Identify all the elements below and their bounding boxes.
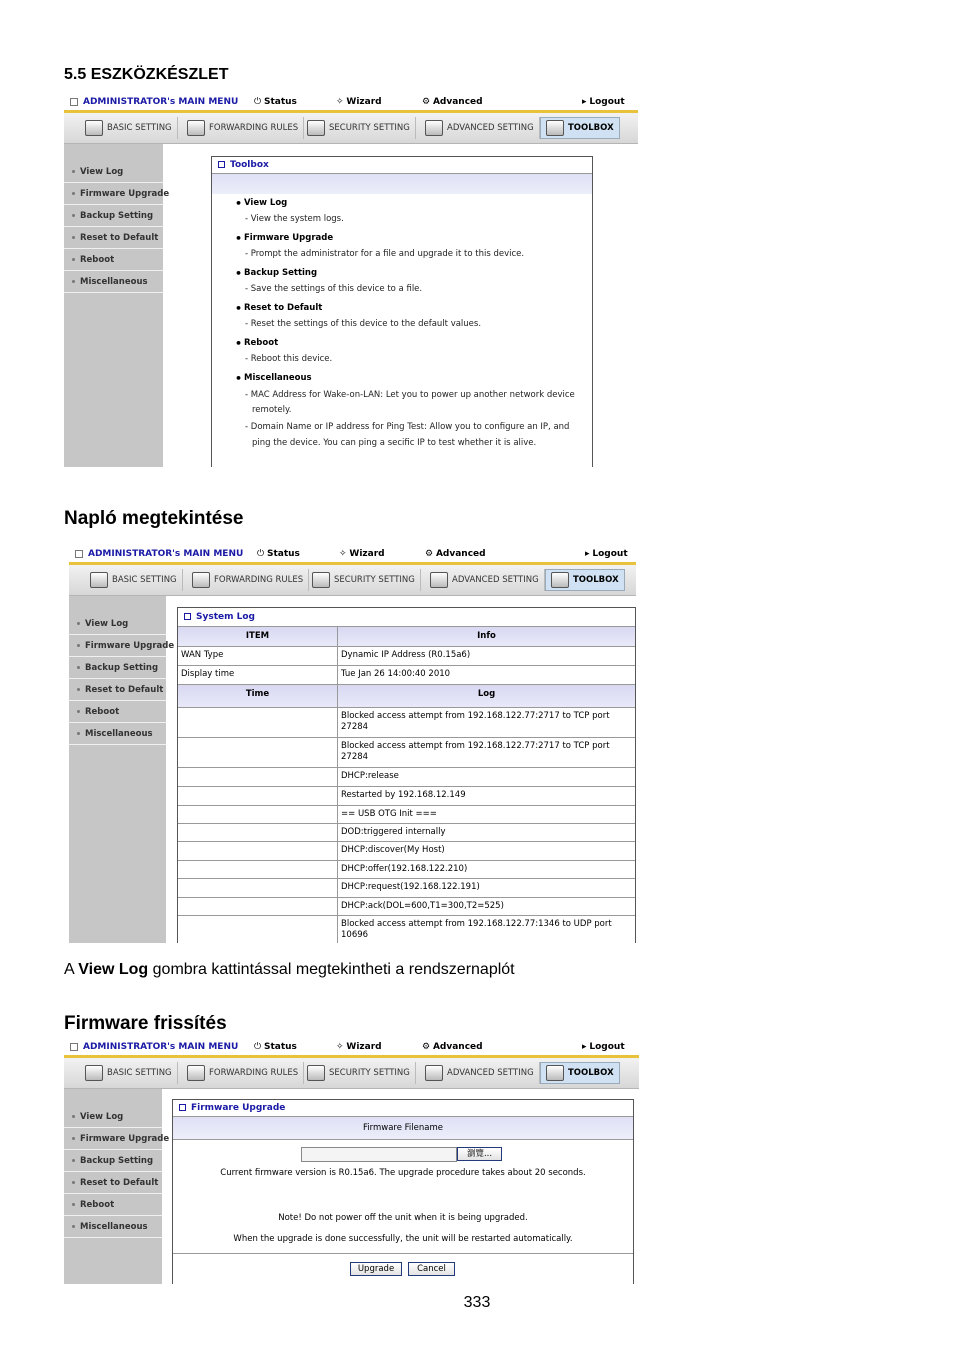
- top-menu: [64, 1041, 639, 1058]
- firmware-heading: Firmware frissítés: [64, 1013, 227, 1034]
- table-row: [178, 842, 635, 861]
- bullet-icon: [72, 170, 75, 173]
- bullet-icon: [77, 644, 80, 647]
- table-row: [178, 916, 635, 943]
- basic-setting-icon: [85, 1065, 103, 1081]
- log-cell: Restarted by 192.168.12.149: [341, 790, 466, 800]
- toolbox-desc: ping the device. You can ping a secific IP to test whether it is alive.: [252, 438, 537, 448]
- time-cell: [178, 842, 338, 860]
- bullet-icon: [72, 1115, 75, 1118]
- bullet-icon: [72, 1159, 75, 1162]
- time-cell: [178, 879, 338, 897]
- bullet-icon: [72, 1181, 75, 1184]
- system-log-panel: [177, 607, 636, 943]
- status-link[interactable]: ⏻ Status: [254, 1042, 297, 1052]
- sidebar-item-firmware-upgrade[interactable]: Firmware Upgrade: [69, 636, 166, 657]
- log-cell: DHCP:request(192.168.122.191): [341, 882, 480, 892]
- tab-bar: [64, 1058, 639, 1089]
- basic-setting-icon: [85, 120, 103, 136]
- tab-bar: [69, 565, 636, 596]
- wizard-link[interactable]: ✧ Wizard: [336, 97, 382, 107]
- bullet-icon: [72, 1203, 75, 1206]
- firmware-panel: [172, 1099, 634, 1284]
- sidebar-item-backup-setting[interactable]: Backup Setting: [69, 658, 166, 679]
- desc-text: gombra kattintással megtekintheti a rendszernaplót: [152, 961, 515, 978]
- bullet-icon: [72, 258, 75, 261]
- sidebar-item-reset-to-default[interactable]: Reset to Default: [69, 680, 166, 701]
- advanced-link[interactable]: ⚙ Advanced: [425, 549, 486, 559]
- bullet-icon: [72, 236, 75, 239]
- item-cell: WAN Type: [178, 647, 338, 665]
- bullet-icon: [77, 710, 80, 713]
- table-row: [178, 666, 635, 685]
- table-row: [178, 861, 635, 879]
- page-number: 333: [463, 1294, 491, 1311]
- advanced-setting-icon: [430, 572, 448, 588]
- security-setting-icon: [312, 572, 330, 588]
- log-cell: DHCP:release: [341, 771, 399, 781]
- advanced-setting-icon: [425, 120, 443, 136]
- tab-toolbox[interactable]: TOOLBOX: [545, 569, 625, 591]
- logout-link[interactable]: ▸ Logout: [582, 1042, 625, 1052]
- security-setting-icon: [307, 1065, 325, 1081]
- tab-advanced-setting[interactable]: ADVANCED SETTING: [425, 569, 545, 591]
- table-row: [178, 647, 635, 666]
- system-log-screenshot: [69, 548, 636, 943]
- panel-band: [212, 174, 592, 194]
- table-row: [178, 768, 635, 787]
- info-cell: Tue Jan 26 14:00:40 2010: [341, 669, 451, 679]
- upgrade-button[interactable]: Upgrade: [350, 1262, 402, 1276]
- log-cell: Blocked access attempt from 192.168.122.77:2717 to TCP port 27284: [341, 741, 610, 762]
- sidebar-item-view-log[interactable]: View Log: [64, 162, 163, 183]
- sidebar-item-firmware-upgrade[interactable]: Firmware Upgrade: [64, 184, 163, 205]
- sidebar-item-backup-setting[interactable]: Backup Setting: [64, 206, 163, 227]
- sidebar: [69, 596, 175, 943]
- firmware-panel-title: Firmware Upgrade: [173, 1100, 633, 1117]
- item-cell: Display time: [178, 666, 338, 684]
- tab-advanced-setting[interactable]: ADVANCED SETTING: [420, 117, 540, 139]
- bullet-icon: [72, 1137, 75, 1140]
- bullet-icon: [72, 1225, 75, 1228]
- forwarding-rules-icon: [187, 1065, 205, 1081]
- view-log-heading: Napló megtekintése: [64, 508, 244, 529]
- sidebar: [64, 1089, 170, 1284]
- info-header-row: [178, 627, 635, 647]
- log-header-row: [178, 685, 635, 708]
- log-cell: DOD:triggered internally: [341, 827, 446, 837]
- firmware-file-input[interactable]: [301, 1147, 457, 1162]
- toolbox-desc: - Reboot this device.: [245, 354, 333, 364]
- cancel-button[interactable]: Cancel: [408, 1262, 455, 1276]
- time-cell: [178, 806, 338, 823]
- admin-main-menu[interactable]: ADMINISTRATOR's MAIN MENU: [70, 1042, 238, 1052]
- log-cell: DHCP:discover(My Host): [341, 845, 445, 855]
- toolbox-item-firmware-upgrade: • Firmware Upgrade: [244, 233, 333, 243]
- table-row: [178, 787, 635, 806]
- system-log-title: System Log: [178, 608, 635, 627]
- time-cell: [178, 738, 338, 767]
- advanced-link[interactable]: ⚙ Advanced: [422, 1042, 483, 1052]
- toolbox-screenshot: [64, 96, 638, 467]
- toolbox-desc: remotely.: [252, 405, 292, 415]
- sidebar-item-backup-setting[interactable]: Backup Setting: [64, 1151, 162, 1172]
- log-cell: DHCP:offer(192.168.122.210): [341, 864, 468, 874]
- toolbox-desc: - MAC Address for Wake-on-LAN: Let you to power up another network device: [245, 390, 575, 400]
- time-cell: [178, 898, 338, 915]
- log-cell: == USB OTG Init ===: [341, 809, 437, 819]
- toolbox-desc: - Domain Name or IP address for Ping Test: Allow you to configure an IP, and: [245, 422, 570, 432]
- current-version-text: Current firmware version is R0.15a6. The upgrade procedure takes about 20 seconds.: [220, 1168, 586, 1178]
- tab-bar: [64, 113, 638, 144]
- time-cell: [178, 708, 338, 737]
- table-row: [178, 738, 635, 768]
- bullet-icon: [72, 280, 75, 283]
- time-cell: [178, 768, 338, 786]
- log-cell: Blocked access attempt from 192.168.122.77:1346 to UDP port 10696: [341, 919, 612, 940]
- toolbox-panel-title: Toolbox: [212, 157, 592, 174]
- desc-text: A: [64, 961, 74, 978]
- menu-square-icon: [70, 1043, 78, 1051]
- wizard-link[interactable]: ✧ Wizard: [336, 1042, 382, 1052]
- panel-square-icon: [179, 1104, 186, 1111]
- status-link[interactable]: ⏻ Status: [254, 97, 297, 107]
- time-cell: [178, 861, 338, 878]
- view-log-description: [64, 961, 515, 979]
- logout-link[interactable]: ▸ Logout: [582, 97, 625, 107]
- sidebar-item-reset-to-default[interactable]: Reset to Default: [64, 1173, 162, 1194]
- sidebar-item-reboot[interactable]: Reboot: [69, 702, 166, 723]
- sidebar-item-view-log[interactable]: View Log: [69, 614, 166, 635]
- toolbox-item-miscellaneous: • Miscellaneous: [244, 373, 312, 383]
- wizard-link[interactable]: ✧ Wizard: [339, 549, 385, 559]
- restart-note-text: When the upgrade is done successfully, the unit will be restarted automatically.: [233, 1234, 573, 1244]
- desc-bold-text: View Log: [78, 961, 149, 978]
- sidebar-item-miscellaneous[interactable]: Miscellaneous: [64, 1217, 162, 1238]
- toolbox-desc: - View the system logs.: [245, 214, 344, 224]
- toolbox-desc: - Save the settings of this device to a file.: [245, 284, 423, 294]
- toolbox-icon: [551, 572, 569, 588]
- top-menu: [64, 96, 638, 113]
- info-cell: Dynamic IP Address (R0.15a6): [341, 650, 471, 660]
- top-menu: [69, 548, 636, 565]
- sidebar-item-reboot[interactable]: Reboot: [64, 250, 163, 271]
- power-note-text: Note! Do not power off the unit when it is being upgraded.: [278, 1213, 528, 1223]
- log-cell: DHCP:ack(DOL=600,T1=300,T2=525): [341, 901, 504, 911]
- browse-button[interactable]: 瀏覽...: [457, 1147, 502, 1161]
- tab-security-setting[interactable]: SECURITY SETTING: [302, 117, 416, 139]
- tab-forwarding-rules[interactable]: FORWARDING RULES: [187, 569, 309, 591]
- tab-forwarding-rules[interactable]: FORWARDING RULES: [182, 1062, 304, 1084]
- forwarding-rules-icon: [187, 120, 205, 136]
- bullet-icon: [72, 214, 75, 217]
- bullet-icon: [77, 688, 80, 691]
- firmware-upgrade-screenshot: [64, 1041, 639, 1284]
- table-row: [178, 824, 635, 842]
- menu-square-icon: [75, 550, 83, 558]
- system-log-table: [178, 627, 635, 943]
- tab-basic-setting[interactable]: BASIC SETTING: [80, 1062, 178, 1084]
- admin-main-menu[interactable]: ADMINISTRATOR's MAIN MENU: [75, 549, 243, 559]
- tab-basic-setting[interactable]: BASIC SETTING: [80, 117, 178, 139]
- sidebar-item-view-log[interactable]: View Log: [64, 1107, 162, 1128]
- sidebar-item-miscellaneous[interactable]: Miscellaneous: [64, 272, 163, 293]
- toolbox-desc: - Prompt the administrator for a file and upgrade it to this device.: [245, 249, 525, 259]
- panel-square-icon: [184, 613, 191, 620]
- sidebar-item-reset-to-default[interactable]: Reset to Default: [64, 228, 163, 249]
- tab-toolbox[interactable]: TOOLBOX: [540, 1062, 620, 1084]
- toolbox-icon: [546, 1065, 564, 1081]
- toolbox-item-backup-setting: • Backup Setting: [244, 268, 317, 278]
- toolbox-item-reboot: • Reboot: [244, 338, 278, 348]
- divider: [173, 1253, 633, 1254]
- toolbox-item-reset-to-default: • Reset to Default: [244, 303, 322, 313]
- toolbox-icon: [546, 120, 564, 136]
- logout-link[interactable]: ▸ Logout: [585, 549, 628, 559]
- tab-toolbox[interactable]: TOOLBOX: [540, 117, 620, 139]
- advanced-link[interactable]: ⚙ Advanced: [422, 97, 483, 107]
- advanced-setting-icon: [425, 1065, 443, 1081]
- menu-square-icon: [70, 98, 78, 106]
- log-cell: Blocked access attempt from 192.168.122.77:2717 to TCP port 27284: [341, 711, 610, 732]
- basic-setting-icon: [90, 572, 108, 588]
- table-row: [178, 879, 635, 898]
- sidebar-item-reboot[interactable]: Reboot: [64, 1195, 162, 1216]
- admin-main-menu[interactable]: ADMINISTRATOR's MAIN MENU: [70, 97, 238, 107]
- time-cell: [178, 824, 338, 841]
- tab-security-setting[interactable]: SECURITY SETTING: [302, 1062, 416, 1084]
- time-cell: [178, 916, 338, 943]
- tab-basic-setting[interactable]: BASIC SETTING: [85, 569, 183, 591]
- bullet-icon: [77, 666, 80, 669]
- table-row: [178, 898, 635, 916]
- table-row: [178, 806, 635, 824]
- time-cell: [178, 787, 338, 805]
- panel-square-icon: [218, 161, 225, 168]
- filename-label: Firmware Filename: [173, 1117, 633, 1140]
- bullet-icon: [72, 192, 75, 195]
- sidebar-item-firmware-upgrade[interactable]: Firmware Upgrade: [64, 1129, 162, 1150]
- tab-security-setting[interactable]: SECURITY SETTING: [307, 569, 421, 591]
- tab-advanced-setting[interactable]: ADVANCED SETTING: [420, 1062, 540, 1084]
- section-title: 5.5 ESZKÖZKÉSZLET: [64, 66, 229, 83]
- security-setting-icon: [307, 120, 325, 136]
- toolbox-item-view-log: • View Log: [244, 198, 287, 208]
- sidebar-item-miscellaneous[interactable]: Miscellaneous: [69, 724, 166, 745]
- toolbox-desc: - Reset the settings of this device to the default values.: [245, 319, 482, 329]
- sidebar: [64, 144, 170, 467]
- toolbox-panel: [211, 156, 593, 467]
- bullet-icon: [77, 732, 80, 735]
- bullet-icon: [77, 622, 80, 625]
- forwarding-rules-icon: [192, 572, 210, 588]
- table-row: [178, 708, 635, 738]
- info-header: Info: [477, 631, 496, 641]
- item-header: ITEM: [178, 627, 338, 646]
- log-header: Log: [477, 689, 496, 699]
- status-link[interactable]: ⏻ Status: [257, 549, 300, 559]
- time-header: Time: [178, 685, 338, 707]
- tab-forwarding-rules[interactable]: FORWARDING RULES: [182, 117, 304, 139]
